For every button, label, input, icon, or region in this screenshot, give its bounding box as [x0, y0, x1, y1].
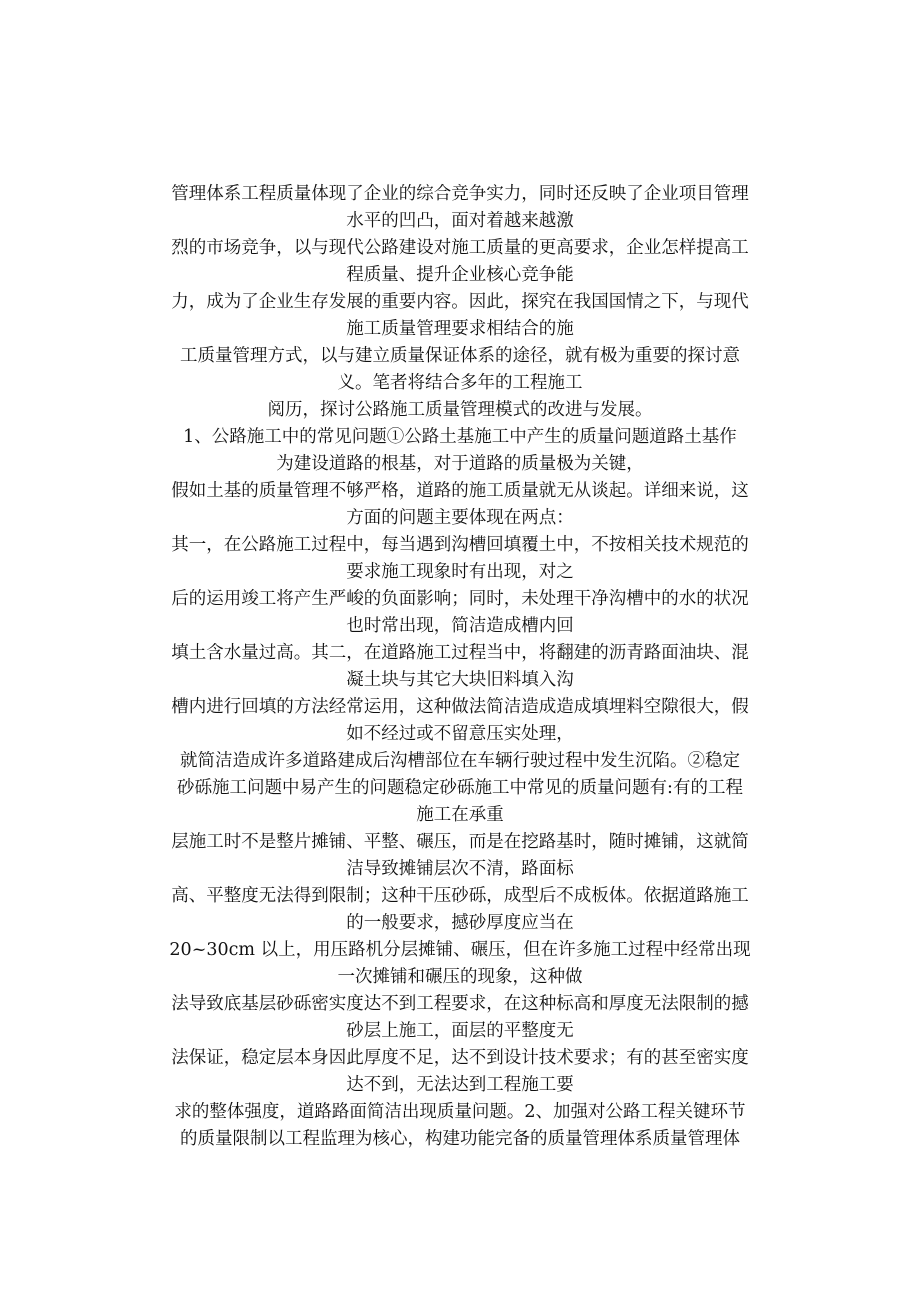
- text-line: 要求施工现象时有出现，对之: [346, 562, 574, 582]
- text-line: 力，成为了企业生存发展的重要内容。因此，探究在我国国情之下，与现代: [171, 292, 749, 312]
- text-line: 法导致底基层砂砾密实度达不到工程要求，在这种标高和厚度无法限制的撼: [171, 994, 749, 1014]
- text-line: 方面的问题主要体现在两点：: [346, 508, 574, 528]
- text-line: 砂砾施工问题中易产生的问题稳定砂砾施工中常见的质量问题有:有的工程: [177, 778, 743, 798]
- text-line: 高、平整度无法得到限制；这种干压砂砾，成型后不成板体。依据道路施工: [171, 886, 749, 906]
- text-line: 义。笔者将结合多年的工程施工: [337, 373, 583, 393]
- text-line: 阅历，探讨公路施工质量管理模式的改进与发展。: [267, 400, 653, 420]
- text-line: 也时常出现，简洁造成槽内回: [346, 616, 574, 636]
- text-line: 后的运用竣工将产生严峻的负面影响；同时，未处理干净沟槽中的水的状况: [171, 589, 749, 609]
- text-line: 20~30cm 以上，用压路机分层摊铺、碾压，但在许多施工过程中经常出现: [169, 940, 751, 960]
- text-line: 达不到，无法达到工程施工要: [346, 1075, 574, 1095]
- text-line: 的一般要求，撼砂厚度应当在: [346, 913, 574, 933]
- text-line: 法保证，稳定层本身因此厚度不足，达不到设计技术要求；有的甚至密实度: [171, 1048, 749, 1068]
- document-body: [120, 181, 800, 1153]
- text-line: 求的整体强度，道路路面简洁出现质量问题。2、加强对公路工程关键环节: [174, 1102, 746, 1122]
- text-line: 填土含水量过高。其二，在道路施工过程当中，将翻建的沥青路面油块、混: [171, 643, 749, 663]
- text-line: 洁导致摊铺层次不清，路面标: [346, 859, 574, 879]
- text-line: 水平的凹凸，面对着越来越激: [346, 211, 574, 231]
- text-line: 的质量限制以工程监理为核心，构建功能完备的质量管理体系质量管理体: [180, 1129, 740, 1149]
- section-heading-line: 1、公路施工中的常见问题①公路土基施工中产生的质量问题道路土基作: [183, 427, 737, 447]
- text-line: 砂层上施工，面层的平整度无: [346, 1021, 574, 1041]
- text-line: 槽内进行回填的方法经常运用，这种做法简洁造成造成填埋料空隙很大，假: [171, 697, 749, 717]
- text-line: 管理体系工程质量体现了企业的综合竞争实力，同时还反映了企业项目管理: [171, 184, 749, 204]
- text-line: 工质量管理方式，以与建立质量保证体系的途径，就有极为重要的探讨意: [180, 346, 740, 366]
- text-line: 如不经过或不留意压实处理，: [346, 724, 574, 744]
- text-line: 假如土基的质量管理不够严格，道路的施工质量就无从谈起。详细来说，这: [171, 481, 749, 501]
- text-line: 为建设道路的根基，对于道路的质量极为关键，: [276, 454, 644, 474]
- text-line: 凝土块与其它大块旧料填入沟: [346, 670, 574, 690]
- text-line: 施工质量管理要求相结合的施: [346, 319, 574, 339]
- text-line: 其一，在公路施工过程中，每当遇到沟槽回填覆土中，不按相关技术规范的: [171, 535, 749, 555]
- text-line: 就简洁造成许多道路建成后沟槽部位在车辆行驶过程中发生沉陷。②稳定: [180, 751, 740, 771]
- text-line: 施工在承重: [416, 805, 504, 825]
- text-line: 一次摊铺和碾压的现象，这种做: [337, 967, 583, 987]
- text-line: 程质量、提升企业核心竞争能: [346, 265, 574, 285]
- text-line: 烈的市场竞争，以与现代公路建设对施工质量的更高要求，企业怎样提高工: [171, 238, 749, 258]
- text-line: 层施工时不是整片摊铺、平整、碾压，而是在挖路基时，随时摊铺，这就简: [171, 832, 749, 852]
